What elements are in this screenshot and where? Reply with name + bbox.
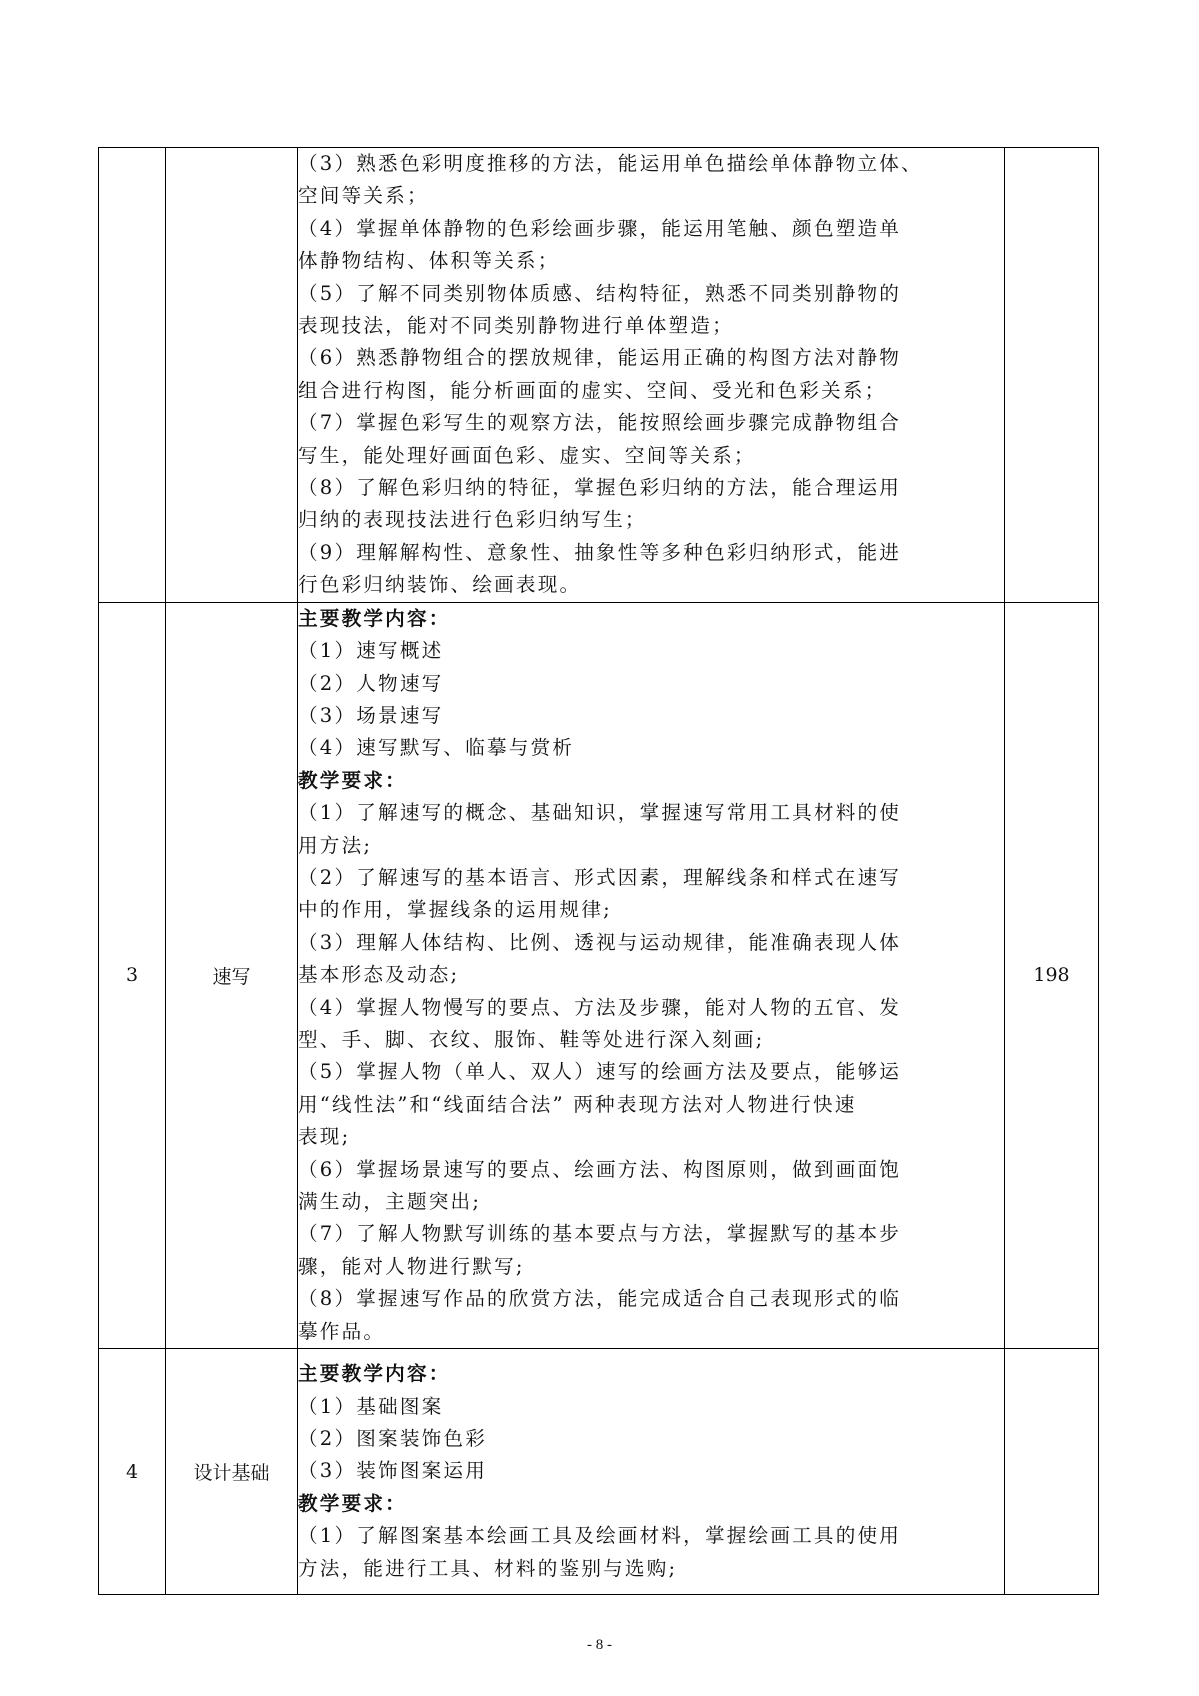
row-index: 3	[99, 602, 166, 1348]
content-line: （6）掌握场景速写的要点、绘画方法、构图原则，做到画面饱	[298, 1157, 902, 1181]
content-line: （8）了解色彩归纳的特征，掌握色彩归纳的方法，能合理运用	[298, 476, 902, 500]
content-line: 体静物结构、体积等关系；	[298, 249, 560, 273]
content-line: （4）速写默写、临摹与赏析	[298, 736, 575, 760]
section-heading: 主要教学内容：	[298, 606, 451, 630]
content-line: 用方法;	[298, 833, 373, 857]
course-hours	[1005, 1349, 1099, 1595]
content-line: （1）速写概述	[298, 639, 444, 663]
content-line: （2）人物速写	[298, 671, 444, 695]
course-hours: 198	[1005, 602, 1099, 1348]
content-line: （5）了解不同类别物体质感、结构特征，熟悉不同类别静物的	[298, 281, 902, 305]
course-content	[298, 1349, 1005, 1595]
row-index: 4	[99, 1349, 166, 1595]
content-line: （2）了解速写的基本语言、形式因素，理解线条和样式在速写	[298, 865, 902, 889]
section-heading: 教学要求：	[298, 768, 407, 792]
content-line: （7）了解人物默写训练的基本要点与方法，掌握默写的基本步	[298, 1222, 902, 1246]
content-line: 摹作品。	[298, 1319, 386, 1343]
content-line: （3）装饰图案运用	[298, 1459, 488, 1483]
content-line: 写生，能处理好画面色彩、虚实、空间等关系；	[298, 443, 756, 467]
content-line: （2）图案装饰色彩	[298, 1426, 488, 1450]
content-line: 归纳的表现技法进行色彩归纳写生；	[298, 508, 647, 532]
course-name	[166, 148, 298, 603]
table-row	[99, 148, 1099, 603]
content-line: （1）了解速写的概念、基础知识，掌握速写常用工具材料的使	[298, 801, 902, 825]
content-line: 基本形态及动态;	[298, 963, 460, 987]
course-content	[298, 602, 1005, 1348]
content-line: （8）掌握速写作品的欣赏方法，能完成适合自己表现形式的临	[298, 1287, 902, 1311]
content-line: 型、手、脚、衣纹、服饰、鞋等处进行深入刻画;	[298, 1027, 765, 1051]
course-hours	[1005, 148, 1099, 603]
content-line: 表现;	[298, 1125, 351, 1149]
content-line: （4）掌握单体静物的色彩绘画步骤，能运用笔触、颜色塑造单	[298, 216, 902, 240]
content-line: （3）理解人体结构、比例、透视与运动规律，能准确表现人体	[298, 930, 902, 954]
content-line: （7）掌握色彩写生的观察方法，能按照绘画步骤完成静物组合	[298, 411, 902, 435]
content-line: 中的作用，掌握线条的运用规律;	[298, 898, 612, 922]
table-row	[99, 1349, 1099, 1595]
section-heading: 主要教学内容：	[298, 1362, 451, 1386]
content-line: 用“线性法”和“线面结合法” 两种表现方法对人物进行快速	[298, 1092, 857, 1116]
course-table	[98, 147, 1099, 1595]
content-line: 方法，能进行工具、材料的鉴别与选购;	[298, 1556, 678, 1580]
table-row	[99, 602, 1099, 1348]
course-name: 速写	[166, 602, 298, 1348]
content-line: （3）熟悉色彩明度推移的方法，能运用单色描绘单体静物立体、	[298, 152, 923, 175]
content-line: （5）掌握人物（单人、双人）速写的绘画方法及要点，能够运	[298, 1060, 902, 1084]
content-line: （1）了解图案基本绘画工具及绘画材料，掌握绘画工具的使用	[298, 1524, 902, 1548]
content-line: （6）熟悉静物组合的摆放规律，能运用正确的构图方法对静物	[298, 346, 902, 370]
content-line: 满生动，主题突出;	[298, 1190, 482, 1213]
content-line: （3）场景速写	[298, 703, 444, 727]
content-line: 表现技法，能对不同类别静物进行单体塑造；	[298, 314, 734, 338]
content-line: 空间等关系；	[298, 184, 429, 208]
section-heading: 教学要求：	[298, 1491, 407, 1515]
course-content	[298, 148, 1005, 603]
content-line: （1）基础图案	[298, 1394, 444, 1418]
content-line: 行色彩归纳装饰、绘画表现。	[298, 573, 582, 597]
content-line: 组合进行构图，能分析画面的虚实、空间、受光和色彩关系；	[298, 378, 887, 402]
row-index	[99, 148, 166, 603]
page-number: - 8 -	[587, 1637, 612, 1653]
content-line: （4）掌握人物慢写的要点、方法及步骤，能对人物的五官、发	[298, 995, 902, 1019]
content-line: （9）理解解构性、意象性、抽象性等多种色彩归纳形式，能进	[298, 540, 902, 564]
content-line: 骤，能对人物进行默写;	[298, 1254, 525, 1278]
course-name: 设计基础	[166, 1349, 298, 1595]
